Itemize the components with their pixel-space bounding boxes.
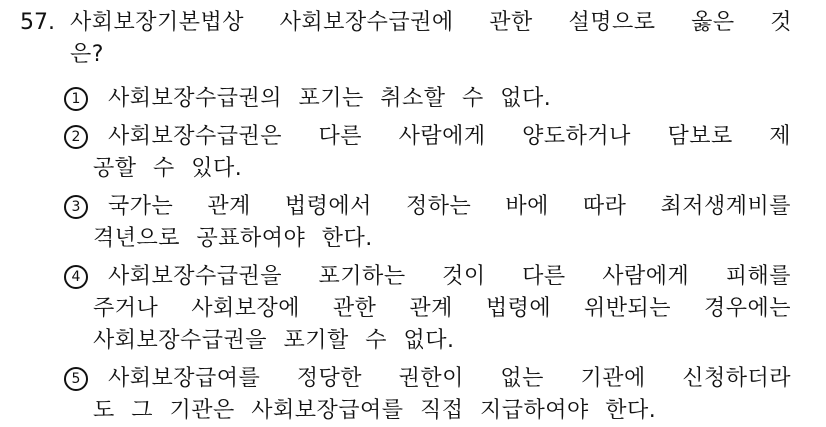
question-line-2: 은? <box>70 42 104 67</box>
option-1 <box>0 83 826 115</box>
option-5-line-2: 도 그 기관은 사회보장급여를 직접 지급하여야 한다. <box>93 398 657 423</box>
option-2-line-1: 사회보장수급권은 다른 사람에게 양도하거나 담보로 제 <box>108 124 791 149</box>
option-4-line-1: 사회보장수급권을 포기하는 것이 다른 사람에게 피해를 <box>108 264 791 289</box>
option-3-line-1: 국가는 관계 법령에서 정하는 바에 따라 최저생계비를 <box>108 194 791 219</box>
option-2-circled-number: 2 <box>64 125 88 149</box>
option-1-circled-number: 1 <box>64 87 88 111</box>
option-4 <box>0 261 826 357</box>
option-4-line-3: 사회보장수급권을 포기할 수 없다. <box>93 328 455 353</box>
option-2-line-2: 공할 수 있다. <box>93 156 243 181</box>
question-text <box>70 7 792 71</box>
option-3-text <box>93 191 791 255</box>
option-2-text <box>93 121 791 185</box>
option-3 <box>0 191 826 255</box>
question-block <box>0 7 826 71</box>
option-1-text <box>93 83 791 115</box>
question-line-1: 사회보장기본법상 사회보장수급권에 관한 설명으로 옳은 것 <box>70 10 792 35</box>
option-5-line-1: 사회보장급여를 정당한 권한이 없는 기관에 신청하더라 <box>108 366 791 391</box>
question-number: 57. <box>20 10 55 35</box>
options-list <box>0 83 826 427</box>
option-1-line-1: 사회보장수급권의 포기는 취소할 수 없다. <box>108 86 552 111</box>
option-5 <box>0 363 826 427</box>
option-5-circled-number: 5 <box>64 367 88 391</box>
option-3-line-2: 격년으로 공표하여야 한다. <box>93 226 373 251</box>
option-2 <box>0 121 826 185</box>
option-4-line-2: 주거나 사회보장에 관한 관계 법령에 위반되는 경우에는 <box>93 296 791 321</box>
option-4-text <box>93 261 791 357</box>
option-4-circled-number: 4 <box>64 265 88 289</box>
option-3-circled-number: 3 <box>64 195 88 219</box>
option-5-text <box>93 363 791 427</box>
